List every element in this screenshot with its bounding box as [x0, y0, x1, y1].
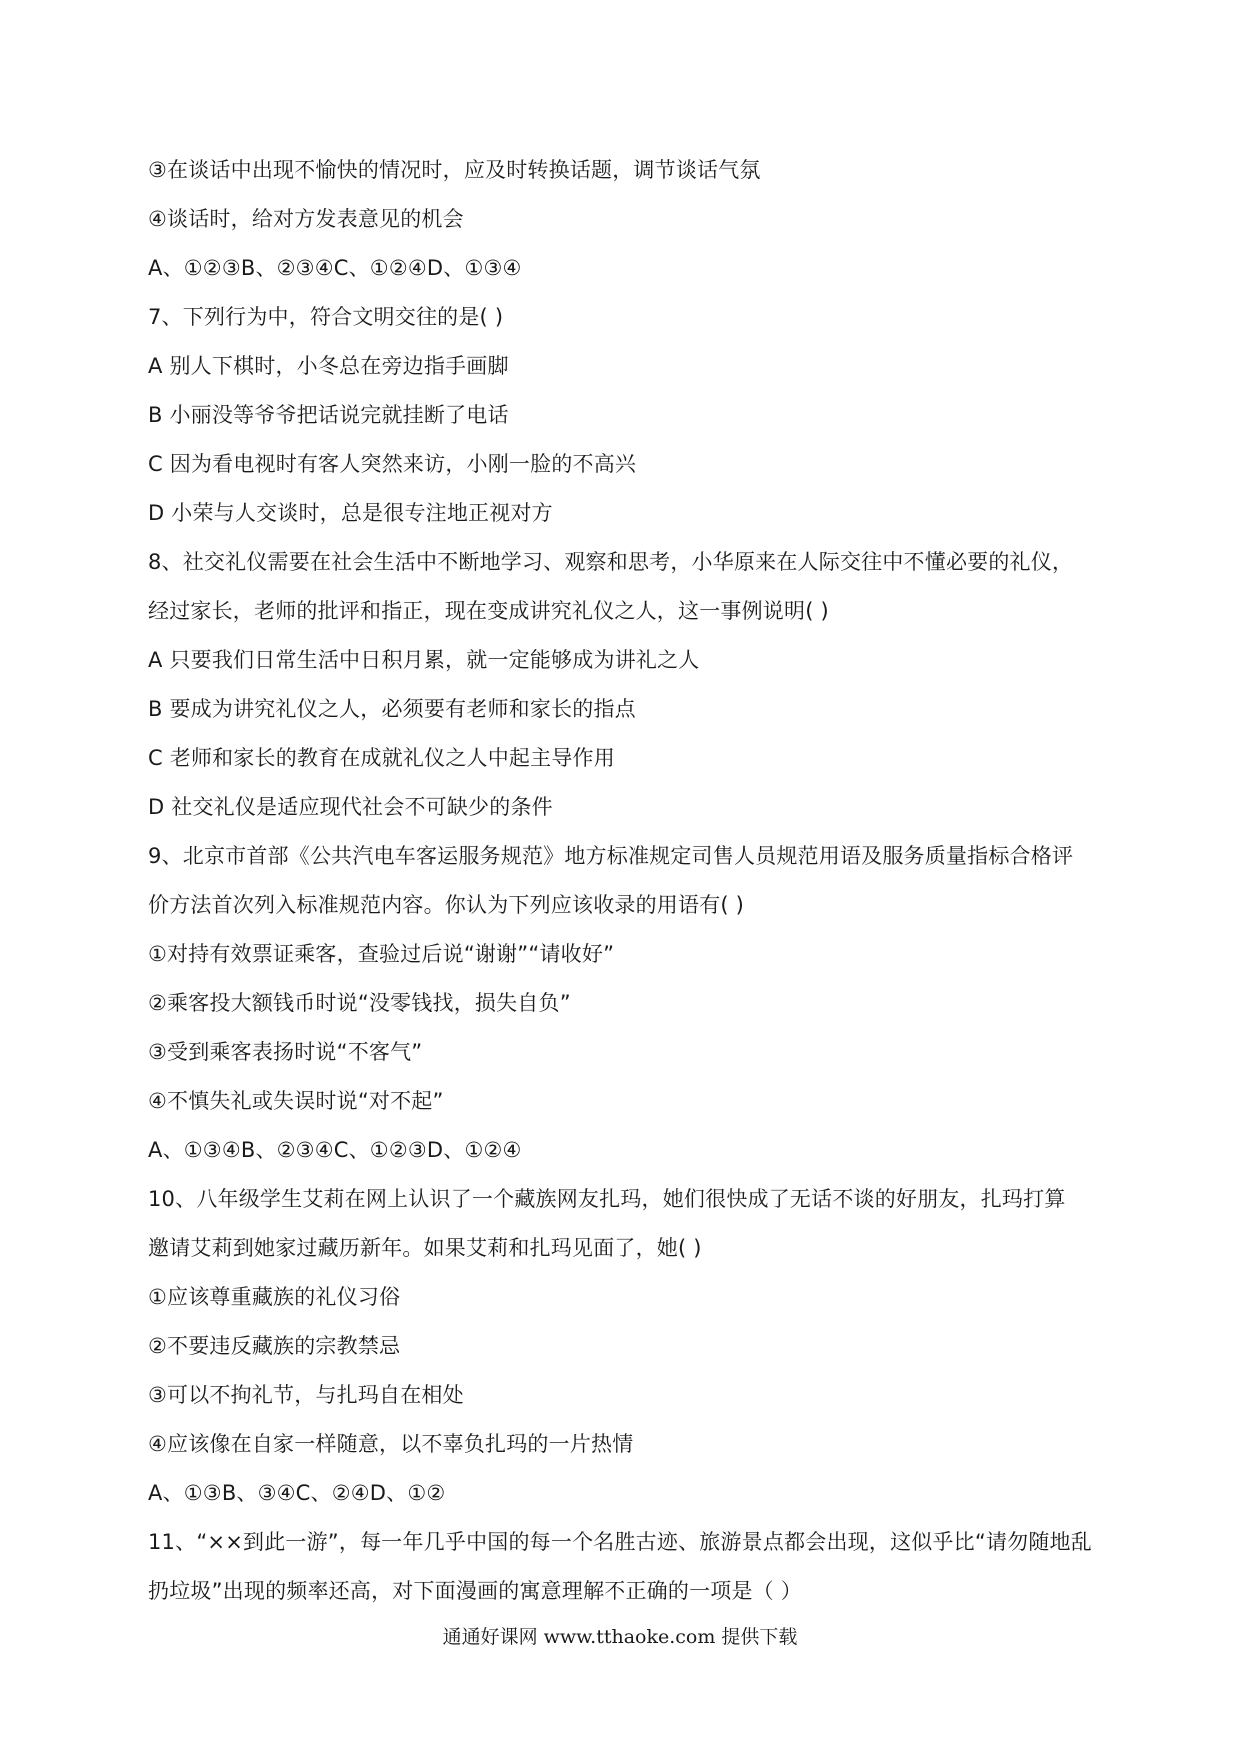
text-line: ④谈话时，给对方发表意见的机会: [148, 207, 464, 231]
option-line: C 老师和家长的教育在成就礼仪之人中起主导作用: [148, 746, 615, 770]
text-line: ②乘客投大额钱币时说“没零钱找，损失自负”: [148, 991, 571, 1015]
question-8-stem: 8、社交礼仪需要在社会生活中不断地学习、观察和思考，小华原来在人际交往中不懂必要的礼仪，: [148, 550, 1074, 574]
option-line: D 社交礼仪是适应现代社会不可缺少的条件: [148, 795, 553, 819]
question-9-stem-cont: 价方法首次列入标准规范内容。你认为下列应该收录的用语有( ): [148, 893, 745, 917]
text-line: ④应该像在自家一样随意，以不辜负扎玛的一片热情: [148, 1432, 634, 1456]
question-text-block: [148, 146, 1108, 1616]
answer-options-line: A、①③④B、②③④C、①②③D、①②④: [148, 1138, 522, 1162]
question-10-stem-cont: 邀请艾莉到她家过藏历新年。如果艾莉和扎玛见面了，她( ): [148, 1236, 702, 1260]
option-line: A 只要我们日常生活中日积月累，就一定能够成为讲礼之人: [148, 648, 700, 672]
question-11-stem: 11、“××到此一游”，每一年几乎中国的每一个名胜古迹、旅游景点都会出现，这似乎比“请勿随地乱: [148, 1530, 1092, 1554]
text-line: ②不要违反藏族的宗教禁忌: [148, 1334, 401, 1358]
option-line: D 小荣与人交谈时，总是很专注地正视对方: [148, 501, 553, 525]
text-line: ①对持有效票证乘客，查验过后说“谢谢”“请收好”: [148, 942, 615, 966]
text-line: ①应该尊重藏族的礼仪习俗: [148, 1285, 401, 1309]
option-line: B 小丽没等爷爷把话说完就挂断了电话: [148, 403, 509, 427]
question-8-stem-cont: 经过家长，老师的批评和指正，现在变成讲究礼仪之人，这一事例说明( ): [148, 599, 829, 623]
option-line: C 因为看电视时有客人突然来访，小刚一脸的不高兴: [148, 452, 637, 476]
option-line: A 别人下棋时，小冬总在旁边指手画脚: [148, 354, 509, 378]
text-line: ④不慎失礼或失误时说“对不起”: [148, 1089, 444, 1113]
question-7-stem: 7、下列行为中，符合文明交往的是( ): [148, 305, 504, 329]
text-line: ③在谈话中出现不愉快的情况时，应及时转换话题，调节谈话气氛: [148, 158, 761, 182]
question-10-stem: 10、八年级学生艾莉在网上认识了一个藏族网友扎玛，她们很快成了无话不谈的好朋友，扎玛打算: [148, 1187, 1066, 1211]
question-9-stem: 9、北京市首部《公共汽电车客运服务规范》地方标准规定司售人员规范用语及服务质量指标合格评: [148, 844, 1074, 868]
page-footer: 通通好课网 www.tthaoke.com 提供下载: [442, 1626, 798, 1648]
text-line: ③受到乘客表扬时说“不客气”: [148, 1040, 423, 1064]
option-line: B 要成为讲究礼仪之人，必须要有老师和家长的指点: [148, 697, 636, 721]
text-line: ③可以不拘礼节，与扎玛自在相处: [148, 1383, 464, 1407]
answer-options-line: A、①②③B、②③④C、①②④D、①③④: [148, 256, 522, 280]
question-11-stem-cont: 扔垃圾”出现的频率还高，对下面漫画的寓意理解不正确的一项是（ ）: [148, 1579, 802, 1603]
answer-options-line: A、①③B、③④C、②④D、①②: [148, 1481, 446, 1505]
